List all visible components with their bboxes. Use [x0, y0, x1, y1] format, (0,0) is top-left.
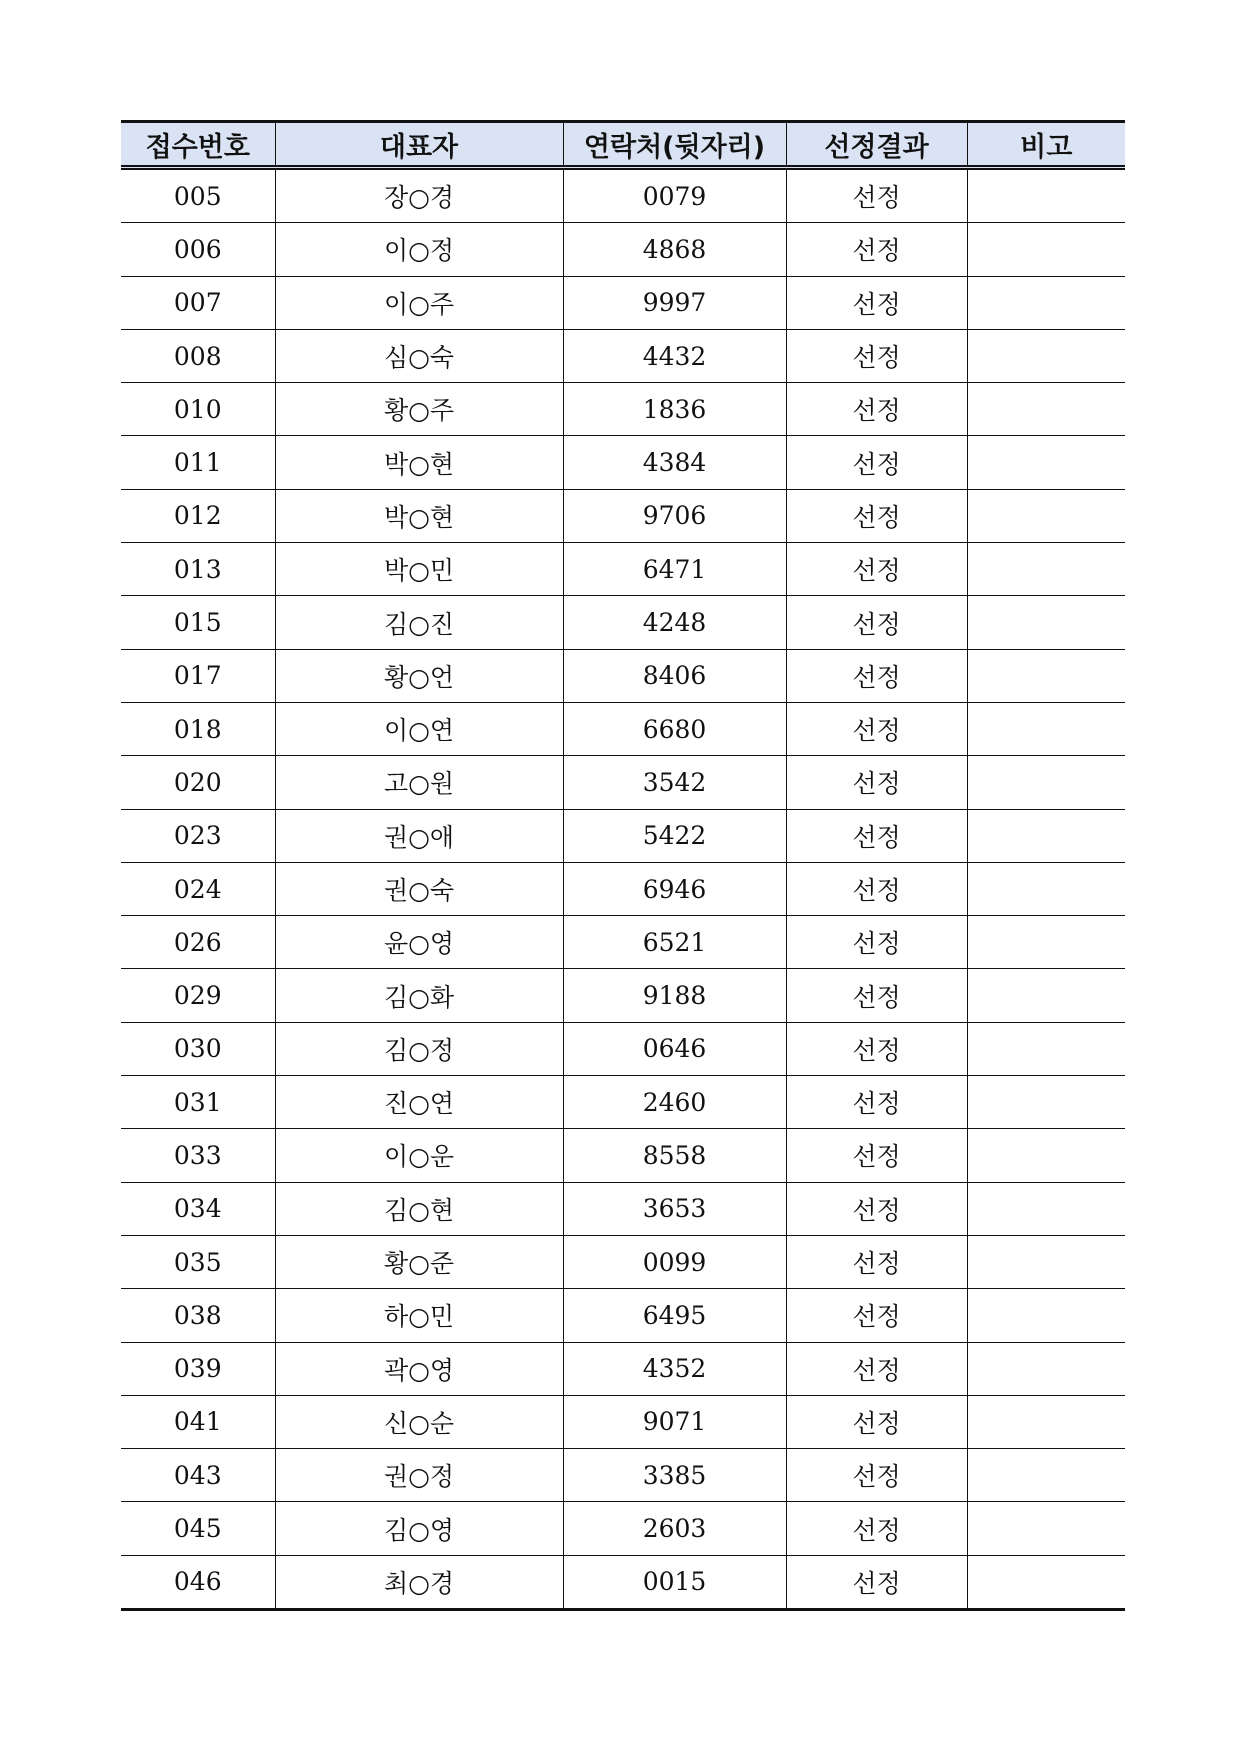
- remarks-cell: [967, 756, 1125, 809]
- remarks-cell: [967, 649, 1125, 702]
- contact-cell: 9071: [563, 1395, 786, 1448]
- contact-cell: 3653: [563, 1182, 786, 1235]
- contact-cell: 0646: [563, 1022, 786, 1075]
- receipt-number-cell: 045: [121, 1502, 275, 1555]
- header-receipt-number: 접수번호: [121, 122, 275, 168]
- contact-cell: 6521: [563, 916, 786, 969]
- receipt-number-cell: 043: [121, 1449, 275, 1502]
- table-row: [121, 276, 1125, 329]
- remarks-cell: [967, 1076, 1125, 1129]
- representative-cell: 박○현: [275, 489, 563, 542]
- receipt-number-cell: 006: [121, 223, 275, 276]
- representative-cell: 김○화: [275, 969, 563, 1022]
- representative-cell: 박○현: [275, 436, 563, 489]
- contact-cell: 9188: [563, 969, 786, 1022]
- receipt-number-cell: 017: [121, 649, 275, 702]
- table-row: [121, 1182, 1125, 1235]
- table-row: [121, 1449, 1125, 1502]
- receipt-number-cell: 023: [121, 809, 275, 862]
- remarks-cell: [967, 969, 1125, 1022]
- receipt-number-cell: 012: [121, 489, 275, 542]
- contact-cell: 1836: [563, 383, 786, 436]
- contact-cell: 4868: [563, 223, 786, 276]
- header-contact-last-digits: 연락처(뒷자리): [563, 122, 786, 168]
- result-cell: 선정: [786, 1289, 967, 1342]
- contact-cell: 5422: [563, 809, 786, 862]
- representative-cell: 최○경: [275, 1555, 563, 1609]
- header-row: [121, 122, 1125, 168]
- contact-cell: 9706: [563, 489, 786, 542]
- receipt-number-cell: 033: [121, 1129, 275, 1182]
- receipt-number-cell: 029: [121, 969, 275, 1022]
- contact-cell: 4432: [563, 329, 786, 382]
- contact-cell: 4384: [563, 436, 786, 489]
- receipt-number-cell: 039: [121, 1342, 275, 1395]
- table-row: [121, 1395, 1125, 1448]
- contact-cell: 2603: [563, 1502, 786, 1555]
- receipt-number-cell: 013: [121, 543, 275, 596]
- table-row: [121, 223, 1125, 276]
- receipt-number-cell: 015: [121, 596, 275, 649]
- table-row: [121, 168, 1125, 223]
- receipt-number-cell: 008: [121, 329, 275, 382]
- representative-cell: 윤○영: [275, 916, 563, 969]
- table-row: [121, 329, 1125, 382]
- remarks-cell: [967, 1449, 1125, 1502]
- result-cell: 선정: [786, 543, 967, 596]
- receipt-number-cell: 020: [121, 756, 275, 809]
- contact-cell: 6946: [563, 862, 786, 915]
- remarks-cell: [967, 1182, 1125, 1235]
- result-cell: 선정: [786, 223, 967, 276]
- receipt-number-cell: 018: [121, 702, 275, 755]
- table-row: [121, 649, 1125, 702]
- result-cell: 선정: [786, 649, 967, 702]
- result-cell: 선정: [786, 1129, 967, 1182]
- receipt-number-cell: 031: [121, 1076, 275, 1129]
- receipt-number-cell: 024: [121, 862, 275, 915]
- result-cell: 선정: [786, 436, 967, 489]
- representative-cell: 권○정: [275, 1449, 563, 1502]
- selection-results-table: [121, 120, 1125, 1611]
- table-row: [121, 1342, 1125, 1395]
- representative-cell: 황○언: [275, 649, 563, 702]
- result-cell: 선정: [786, 702, 967, 755]
- remarks-cell: [967, 702, 1125, 755]
- contact-cell: 8558: [563, 1129, 786, 1182]
- result-cell: 선정: [786, 489, 967, 542]
- header-remarks: 비고: [967, 122, 1125, 168]
- header-selection-result: 선정결과: [786, 122, 967, 168]
- table-row: [121, 969, 1125, 1022]
- representative-cell: 황○준: [275, 1235, 563, 1288]
- header-representative: 대표자: [275, 122, 563, 168]
- table-row: [121, 543, 1125, 596]
- remarks-cell: [967, 916, 1125, 969]
- result-cell: 선정: [786, 596, 967, 649]
- remarks-cell: [967, 809, 1125, 862]
- remarks-cell: [967, 1342, 1125, 1395]
- table-row: [121, 1555, 1125, 1609]
- remarks-cell: [967, 489, 1125, 542]
- remarks-cell: [967, 1022, 1125, 1075]
- receipt-number-cell: 026: [121, 916, 275, 969]
- representative-cell: 고○원: [275, 756, 563, 809]
- remarks-cell: [967, 1502, 1125, 1555]
- table-row: [121, 596, 1125, 649]
- representative-cell: 장○경: [275, 168, 563, 223]
- contact-cell: 6471: [563, 543, 786, 596]
- representative-cell: 권○애: [275, 809, 563, 862]
- result-cell: 선정: [786, 1395, 967, 1448]
- table-row: [121, 862, 1125, 915]
- representative-cell: 김○현: [275, 1182, 563, 1235]
- table-row: [121, 436, 1125, 489]
- result-cell: 선정: [786, 1182, 967, 1235]
- contact-cell: 0015: [563, 1555, 786, 1609]
- representative-cell: 이○주: [275, 276, 563, 329]
- receipt-number-cell: 034: [121, 1182, 275, 1235]
- representative-cell: 김○진: [275, 596, 563, 649]
- representative-cell: 이○정: [275, 223, 563, 276]
- remarks-cell: [967, 1289, 1125, 1342]
- table-row: [121, 756, 1125, 809]
- table-row: [121, 1502, 1125, 1555]
- receipt-number-cell: 007: [121, 276, 275, 329]
- receipt-number-cell: 038: [121, 1289, 275, 1342]
- receipt-number-cell: 046: [121, 1555, 275, 1609]
- selection-results-sheet: [121, 120, 1125, 1611]
- receipt-number-cell: 010: [121, 383, 275, 436]
- receipt-number-cell: 041: [121, 1395, 275, 1448]
- result-cell: 선정: [786, 1449, 967, 1502]
- table-row: [121, 1235, 1125, 1288]
- result-cell: 선정: [786, 1076, 967, 1129]
- representative-cell: 신○순: [275, 1395, 563, 1448]
- result-cell: 선정: [786, 1502, 967, 1555]
- table-row: [121, 702, 1125, 755]
- remarks-cell: [967, 1395, 1125, 1448]
- contact-cell: 4248: [563, 596, 786, 649]
- representative-cell: 김○영: [275, 1502, 563, 1555]
- receipt-number-cell: 030: [121, 1022, 275, 1075]
- result-cell: 선정: [786, 1235, 967, 1288]
- table-row: [121, 1129, 1125, 1182]
- table-body: [121, 168, 1125, 1610]
- table-row: [121, 1022, 1125, 1075]
- table-header: [121, 122, 1125, 168]
- representative-cell: 이○연: [275, 702, 563, 755]
- representative-cell: 박○민: [275, 543, 563, 596]
- contact-cell: 8406: [563, 649, 786, 702]
- table-row: [121, 809, 1125, 862]
- remarks-cell: [967, 1555, 1125, 1609]
- result-cell: 선정: [786, 383, 967, 436]
- remarks-cell: [967, 276, 1125, 329]
- contact-cell: 6495: [563, 1289, 786, 1342]
- result-cell: 선정: [786, 329, 967, 382]
- result-cell: 선정: [786, 1555, 967, 1609]
- result-cell: 선정: [786, 969, 967, 1022]
- result-cell: 선정: [786, 276, 967, 329]
- remarks-cell: [967, 223, 1125, 276]
- remarks-cell: [967, 436, 1125, 489]
- receipt-number-cell: 011: [121, 436, 275, 489]
- representative-cell: 심○숙: [275, 329, 563, 382]
- remarks-cell: [967, 543, 1125, 596]
- representative-cell: 하○민: [275, 1289, 563, 1342]
- table-row: [121, 1076, 1125, 1129]
- remarks-cell: [967, 1129, 1125, 1182]
- contact-cell: 4352: [563, 1342, 786, 1395]
- result-cell: 선정: [786, 168, 967, 223]
- result-cell: 선정: [786, 1022, 967, 1075]
- contact-cell: 0099: [563, 1235, 786, 1288]
- representative-cell: 김○정: [275, 1022, 563, 1075]
- remarks-cell: [967, 596, 1125, 649]
- remarks-cell: [967, 1235, 1125, 1288]
- table-row: [121, 489, 1125, 542]
- table-row: [121, 916, 1125, 969]
- contact-cell: 9997: [563, 276, 786, 329]
- contact-cell: 2460: [563, 1076, 786, 1129]
- table-row: [121, 383, 1125, 436]
- result-cell: 선정: [786, 809, 967, 862]
- remarks-cell: [967, 168, 1125, 223]
- representative-cell: 진○연: [275, 1076, 563, 1129]
- representative-cell: 황○주: [275, 383, 563, 436]
- result-cell: 선정: [786, 1342, 967, 1395]
- contact-cell: 6680: [563, 702, 786, 755]
- contact-cell: 0079: [563, 168, 786, 223]
- contact-cell: 3542: [563, 756, 786, 809]
- result-cell: 선정: [786, 862, 967, 915]
- representative-cell: 권○숙: [275, 862, 563, 915]
- receipt-number-cell: 035: [121, 1235, 275, 1288]
- remarks-cell: [967, 329, 1125, 382]
- result-cell: 선정: [786, 756, 967, 809]
- remarks-cell: [967, 862, 1125, 915]
- table-row: [121, 1289, 1125, 1342]
- remarks-cell: [967, 383, 1125, 436]
- representative-cell: 곽○영: [275, 1342, 563, 1395]
- result-cell: 선정: [786, 916, 967, 969]
- representative-cell: 이○운: [275, 1129, 563, 1182]
- receipt-number-cell: 005: [121, 168, 275, 223]
- contact-cell: 3385: [563, 1449, 786, 1502]
